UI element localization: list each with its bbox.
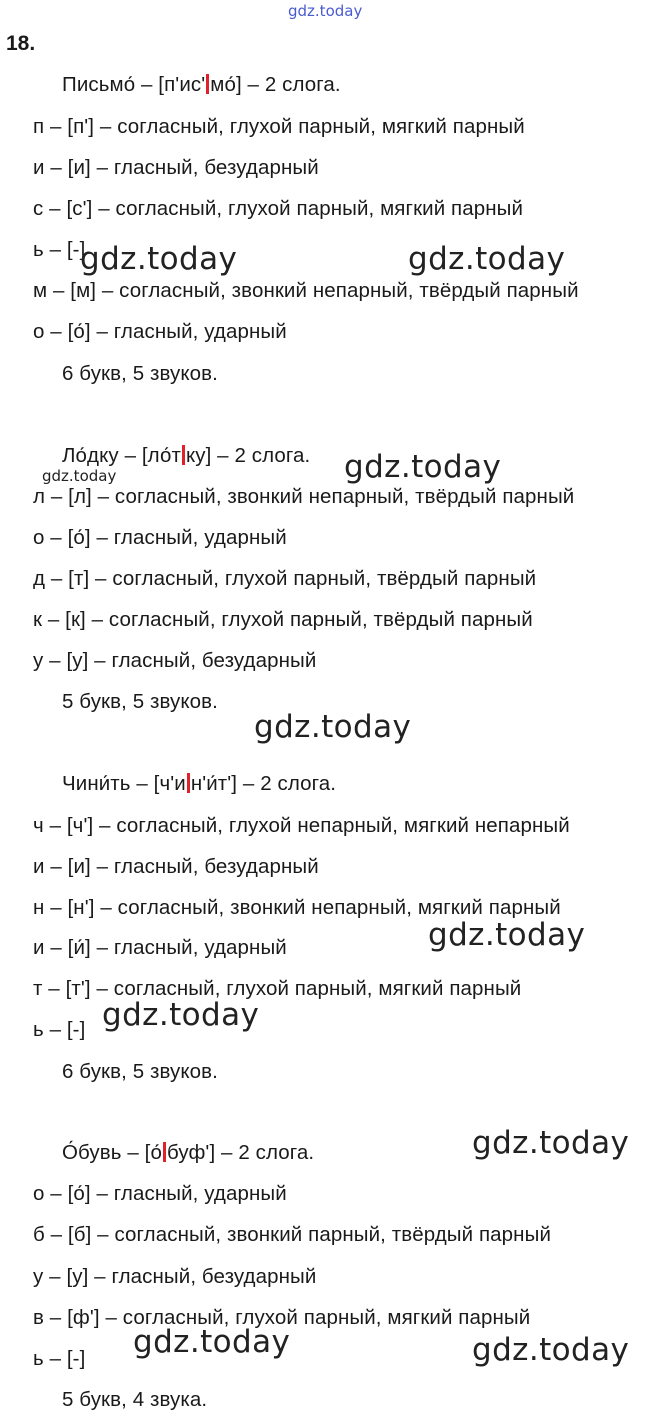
watermark-small: gdz.today (42, 467, 117, 485)
transcription-part-a: – [ч'и (136, 772, 186, 795)
transcription-part-b: ку] – 2 слога. (185, 444, 311, 467)
syllable-divider (206, 74, 209, 94)
section-heading (62, 73, 341, 97)
letter-line: т – [т'] – согласный, глухой парный, мягкий парный (33, 977, 522, 1000)
letter-line: к – [к] – согласный, глухой парный, твёрдый парный (33, 608, 533, 631)
section-heading (62, 1141, 314, 1165)
watermark: gdz.today (344, 449, 502, 485)
heading-word: Письмо́ (62, 73, 136, 96)
letter-line: ч – [ч'] – согласный, глухой непарный, мягкий непарный (33, 814, 570, 837)
transcription-part-b: мо́] – 2 слога. (210, 73, 341, 96)
syllable-divider (187, 773, 190, 793)
section-heading (62, 444, 310, 468)
transcription-part-b: н'и́т'] – 2 слога. (190, 772, 337, 795)
letter-line: д – [т] – согласный, глухой парный, твёрдый парный (33, 567, 537, 590)
heading-word: О́бувь (62, 1141, 122, 1164)
letter-line: л – [л] – согласный, звонкий непарный, твёрдый парный (33, 485, 575, 508)
syllable-divider (182, 445, 185, 465)
section-heading (62, 772, 336, 796)
letter-line: в – [ф'] – согласный, глухой парный, мягкий парный (33, 1306, 531, 1329)
watermark: gdz.today (408, 241, 566, 277)
letter-line: м – [м] – согласный, звонкий непарный, твёрдый парный (33, 279, 579, 302)
transcription-part-a: – [ло́т (124, 444, 181, 467)
letter-line: б – [б] – согласный, звонкий парный, твёрдый парный (33, 1223, 551, 1246)
letter-line: и – [и] – гласный, безударный (33, 855, 319, 878)
transcription-part-a: – [о́ (127, 1141, 162, 1164)
watermark: gdz.today (428, 917, 586, 953)
watermark-top: gdz.today (288, 2, 363, 20)
watermark: gdz.today (80, 241, 238, 277)
letter-line: п – [п'] – согласный, глухой парный, мягкий парный (33, 115, 525, 138)
watermark: gdz.today (472, 1125, 630, 1161)
letter-line: н – [н'] – согласный, звонкий непарный, мягкий парный (33, 896, 561, 919)
heading-word: Чини́ть (62, 772, 131, 795)
section-summary: 5 букв, 5 звуков. (62, 690, 218, 713)
letter-line: ь – [-] (33, 1347, 86, 1370)
letter-line: у – [у] – гласный, безударный (33, 1265, 317, 1288)
heading-word: Ло́дку (62, 444, 119, 467)
letter-line: и – [и] – гласный, безударный (33, 156, 319, 179)
watermark: gdz.today (102, 997, 260, 1033)
watermark: gdz.today (472, 1332, 630, 1368)
watermark: gdz.today (133, 1324, 291, 1360)
letter-line: ь – [-] (33, 1018, 86, 1041)
section-summary: 5 букв, 4 звука. (62, 1388, 208, 1411)
letter-line: у – [у] – гласный, безударный (33, 649, 317, 672)
transcription-part-a: – [п'ис' (141, 73, 206, 96)
letter-line: о – [о́] – гласный, ударный (33, 526, 287, 549)
letter-line: ь – [-] (33, 238, 86, 261)
syllable-divider (163, 1142, 166, 1162)
letter-line: и – [и́] – гласный, ударный (33, 936, 287, 959)
transcription-part-b: буф'] – 2 слога. (166, 1141, 315, 1164)
letter-line: о – [о́] – гласный, ударный (33, 1182, 287, 1205)
letter-line: о – [о́] – гласный, ударный (33, 320, 287, 343)
watermark: gdz.today (254, 709, 412, 745)
letter-line: с – [с'] – согласный, глухой парный, мягкий парный (33, 197, 524, 220)
section-summary: 6 букв, 5 звуков. (62, 1060, 218, 1083)
exercise-number: 18. (6, 32, 36, 55)
section-summary: 6 букв, 5 звуков. (62, 362, 218, 385)
